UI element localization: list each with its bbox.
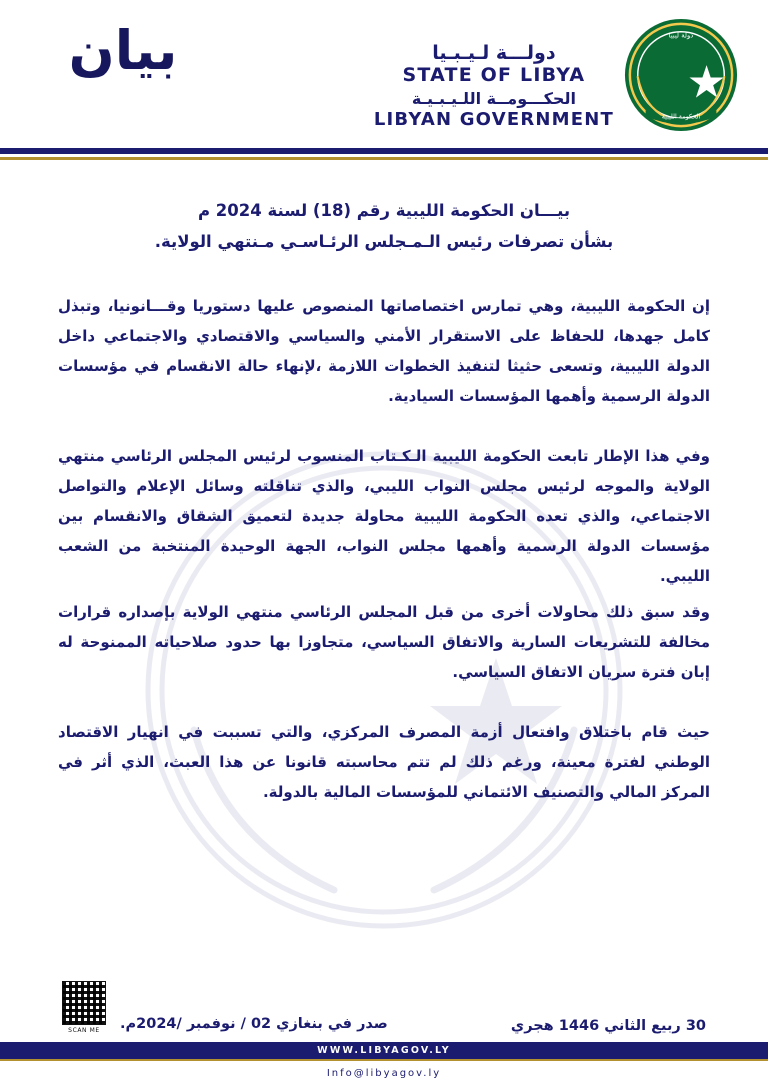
paragraph-1: إن الحكومة الليبية، وهي تمارس اختصاصاتها المنصوص عليها دستوريا وقـــانونيا، وتبذل كامل جهدها، للحفاظ على الاستقرار الأمني والسياسي والاقتصادي والاجتماعي داخل الدولة الليبية، وتسعى حثيثا لتنفيذ الخطوات اللازمة ،لإنهاء حالة الانقسام في مؤسسات الدولة الرسمية وأهمها المؤسسات السيادية. [58, 297, 710, 406]
footer-website[interactable]: WWW.LIBYAGOV.LY [317, 1045, 451, 1056]
header-english-government: LIBYAN GOVERNMENT [373, 108, 614, 130]
header-divider [0, 148, 768, 160]
hijri-date: 30 ربيع الثاني 1446 هجري [510, 1018, 706, 1034]
header-divider-navy [0, 148, 768, 154]
qr-caption: SCAN ME [68, 1027, 100, 1034]
footer-website-bar [0, 1042, 768, 1059]
title-line-1: بيـــان الحكومة الليبية رقم (18) لسنة 2024 م [197, 201, 571, 220]
paragraph-3: وقد سبق ذلك محاولات أخرى من قبل المجلس الرئاسي منتهي الولاية بإصدارە قرارات مخالفة للتشريعات السارية والاتفاق السياسي، متجاوزا بها حدود صلاحياته الممنوحة له إبان فترة سريان الاتفاق السياسي. [58, 603, 710, 682]
header-english-state: STATE OF LIBYA [402, 64, 586, 87]
qr-code-icon[interactable] [62, 981, 106, 1025]
svg-text:الحكومة الليبية: الحكومة الليبية [661, 112, 701, 121]
title-line-2: بشأن تصرفات رئيس الـمـجلس الرئـاسـي مـنتهي الولاية. [154, 231, 614, 251]
footer-email[interactable]: Info@libyagov.ly [326, 1068, 442, 1079]
bayan-logo-text: بيان [68, 19, 178, 82]
qr-block [62, 981, 106, 1034]
footer-email-bar [0, 1061, 768, 1086]
paragraph-2: وفي هذا الإطار تابعت الحكومة الليبية الـكـتاب المنسوب لرئيس المجلس الرئاسي منتهي الولاية والموجه لرئيس مجلس النواب الليبي، والذي تناقلته وسائل الإعلام والتواصل الاجتماعي، والذي تعده الحكومة الليبية محاولة جديدة لتعميق الشقاق والانقسام بين مؤسسات الدولة الرسمية وأهمها مجلس النواب، الجهة الوحيدة المنتخبة من الشعب الليبي. [58, 447, 710, 586]
footer-bar [0, 1042, 768, 1086]
page-title [58, 196, 710, 257]
bayan-logo [28, 10, 178, 82]
footer-meta [0, 981, 768, 1034]
svg-text:دولة ليبيا: دولة ليبيا [668, 31, 694, 40]
header-titles [374, 16, 614, 130]
state-emblem-icon [622, 16, 740, 134]
header-arabic-government: الحكـــومــة اللـيـبـيـة [411, 88, 576, 108]
document-header [0, 0, 768, 148]
paragraph-4: حيث قام باختلاق وافتعال أزمة المصرف المركزي، والتي تسببت في انهيار الاقتصاد الوطني لفترة معينة، ورغم ذلك لم تتم محاسبته قانونا عن هذا العبث، الذي أثر في المركز المالي والتصنيف الائتماني للمؤسسات المالية بالدولة. [58, 723, 710, 802]
emblem-and-titles [374, 10, 740, 134]
document-body [0, 160, 768, 807]
issued-date: صدر في بنغازي 02 / نوفمبر /2024م. [120, 1016, 388, 1032]
issued-block [62, 981, 388, 1034]
header-arabic-state: دولـــة لـيـبـيا [432, 42, 556, 64]
